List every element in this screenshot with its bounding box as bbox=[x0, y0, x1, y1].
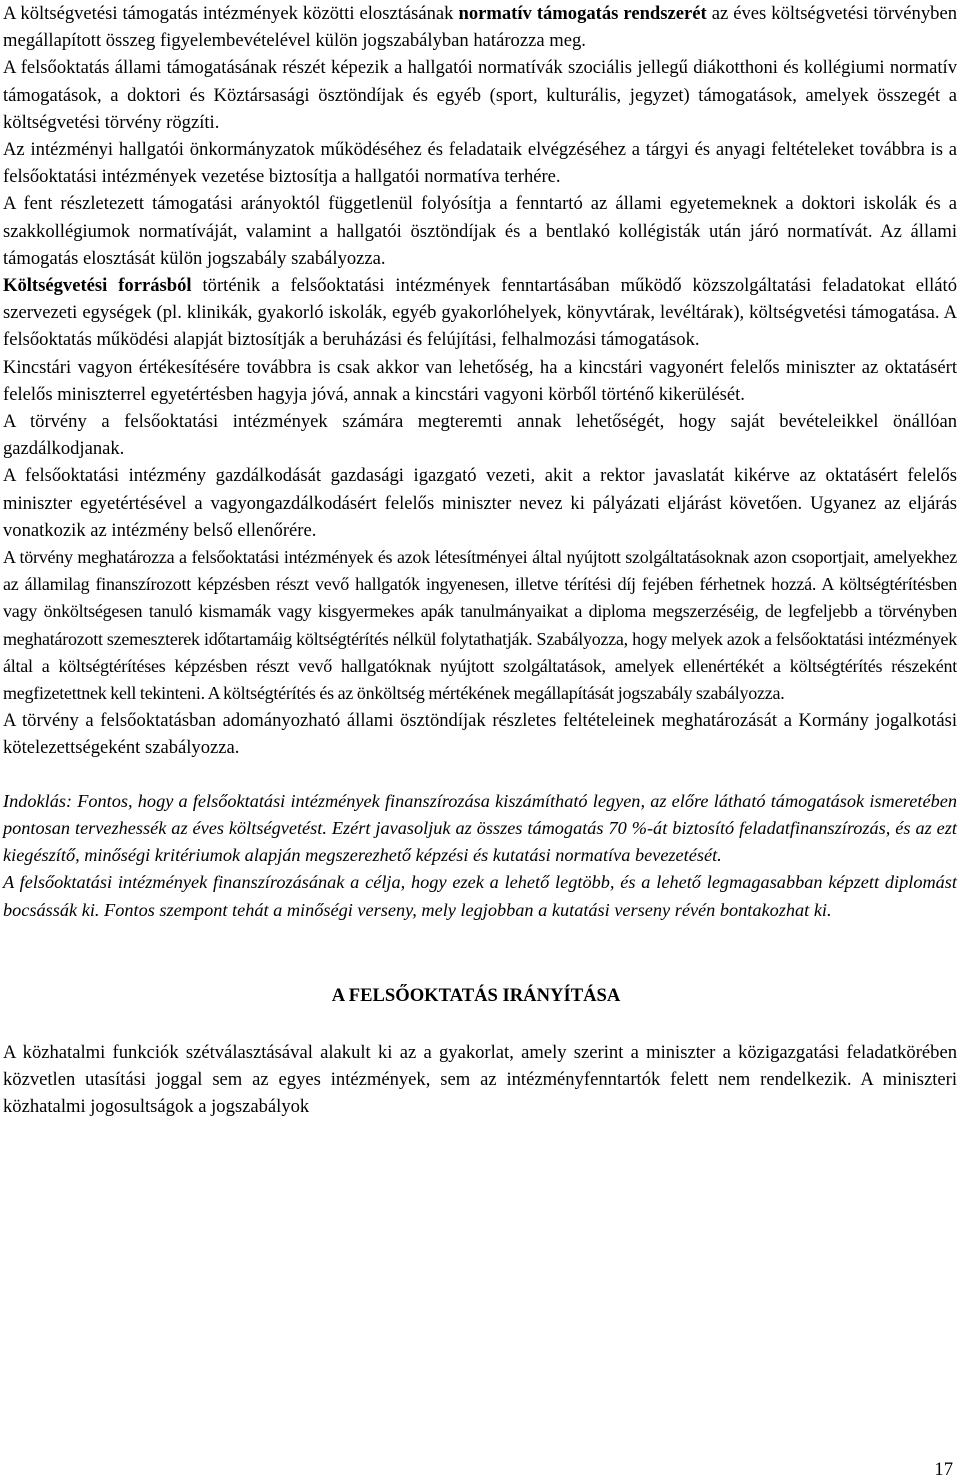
bold-phrase: Költségvetési forrásból bbox=[3, 275, 192, 297]
spacer bbox=[3, 1009, 957, 1039]
paragraph-student-self-government: Az intézményi hallgatói önkormányzatok működéséhez és feladataik elvégzéséhez a tárgyi és anyagi feltételeket továbbra is a felsőoktatási intézmények vezetése biztosítja a hallgatói normatíva terhére. bbox=[3, 139, 957, 188]
justification-block bbox=[3, 788, 957, 924]
page-number: 17 bbox=[934, 1459, 953, 1480]
spacer bbox=[3, 762, 957, 788]
spacer bbox=[3, 924, 957, 982]
paragraph-doctoral-schools: A fent részletezett támogatási arányoktól függetlenül folyósítja a fenntartó az állami egyetemeknek a doktori iskolák és a szakkollégiumok normatíváját, valamint a hallgatói ösztöndíjak és a bentlakó kollégisták után járó normatívát. Az állami támogatás elosztását külön jogszabály szabályozza. bbox=[3, 193, 957, 269]
paragraph-economic-director: A felsőoktatási intézmény gazdálkodását gazdasági igazgató vezeti, akit a rektor javaslatát kikérve az oktatásért felelős miniszter egyetértésével a vagyongazdálkodásért felelős miniszter nevez ki pályázati eljárást követően. Ugyanez az eljárás vonatkozik az intézmény belső ellenőrére. bbox=[3, 465, 957, 541]
paragraph-budget-source bbox=[3, 272, 957, 354]
paragraph-normative-support bbox=[3, 0, 957, 54]
section-heading: A FELSŐOKTATÁS IRÁNYÍTÁSA bbox=[331, 984, 621, 1006]
paragraph-treasury-property: Kincstári vagyon értékesítésére továbbra is csak akkor van lehetőség, ha a kincstári vagyonért felelős miniszter az oktatásért felelős miniszterrel egyetértésben hagyja jóvá, annak a kincstári vagyoni körből történő kikerülését. bbox=[3, 356, 957, 405]
paragraph-public-authority: A közhatalmi funkciók szétválasztásával alakult ki az a gyakorlat, amely szerint a miniszter a közigazgatási feladatkörében közvetlen utasítási joggal sem az egyes intézmények, sem az intézményfenntartók felett nem rendelkezik. A miniszteri közhatalmi jogosultságok a jogszabályok bbox=[3, 1041, 957, 1118]
justification-paragraph: A felsőoktatási intézmények finanszírozásának a célja, hogy ezek a lehető legtöbb, és a lehető legmagasabban képzett diplomást bocsássák ki. Fontos szempont tehát a minőségi verseny, mely legjobban a kutatási verseny révén bontakozhat ki. bbox=[3, 872, 957, 920]
paragraph-text: az éves költségvetési törvényben megállapított összeg figyelembevételével külön jogszabályban határozza meg. bbox=[3, 3, 957, 52]
document-page bbox=[3, 0, 957, 1120]
paragraph-own-revenue: A törvény a felsőoktatási intézmények számára megteremti annak lehetőségét, hogy saját bevételeikkel önállóan gazdálkodjanak. bbox=[3, 411, 957, 460]
bold-phrase: normatív támogatás rendszerét bbox=[458, 3, 707, 24]
paragraph-text: A költségvetési támogatás intézmények közötti elosztásának bbox=[3, 3, 459, 24]
justification-paragraph: Indoklás: Fontos, hogy a felsőoktatási intézmények finanszírozása kiszámítható legyen, az előre látható támogatások ismeretében pontosan tervezhessék az éves költségvetést. Ezért javasoljuk az összes támogatás 70 %-át biztosító feladatfinanszírozás, és az ezt kiegészítő, minőségi kritériumok alapján megszerezhető képzési és kutatási normatíva bevezetését. bbox=[3, 790, 957, 866]
paragraph-state-scholarships: A törvény a felsőoktatásban adományozható állami ösztöndíjak részletes feltételeinek meghatározását a Kormány jogalkotási kötelezettségeként szabályozza. bbox=[3, 710, 957, 759]
paragraph-text: történik a felsőoktatási intézmények fenntartásában működő közszolgáltatási feladatokat ellátó szervezeti egységek (pl. klinikák, gyakorló iskolák, egyéb gyakorlóhelyek, könyvtárak, levéltárak), költségvetési támogatása. A felsőoktatás működési alapját biztosítják a beruházási és felújítási, felhalmozási támogatások. bbox=[3, 275, 957, 351]
paragraph-student-normatives: A felsőoktatás állami támogatásának részét képezik a hallgatói normatívák szociális jellegű diákotthoni és kollégiumi normatív támogatások, a doktori és Köztársasági ösztöndíjak és egyéb (sport, kulturális, jegyzet) támogatások, amelyek összegét a költségvetési törvény rögzíti. bbox=[3, 57, 957, 133]
paragraph-services-and-fees: A törvény meghatározza a felsőoktatási intézmények és azok létesítményei által nyújtott szolgáltatásoknak azon csoportjait, amelyekhez az államilag finanszírozott képzésben részt vevő hallgatók ingyenesen, illetve térítési díj fejében férhetnek hozzá. A költségtérítésben vagy önköltségesen tanuló kismamák vagy kisgyermekes apák tanulmányaikat a diploma megszerzéséig, de legfeljebb a törvényben meghatározott szemeszterek időtartamáig költségtérítés nélkül folytathatják. Szabályozza, hogy melyek azok a felsőoktatási intézmények által a költségtérítéses képzésben részt vevő hallgatóknak nyújtott szolgáltatások, amelyek ellenértékét a költségtérítés részeként megfizetettnek kell tekinteni. A költségtérítés és az önköltség mértékének megállapítását jogszabály szabályozza. bbox=[3, 547, 957, 704]
